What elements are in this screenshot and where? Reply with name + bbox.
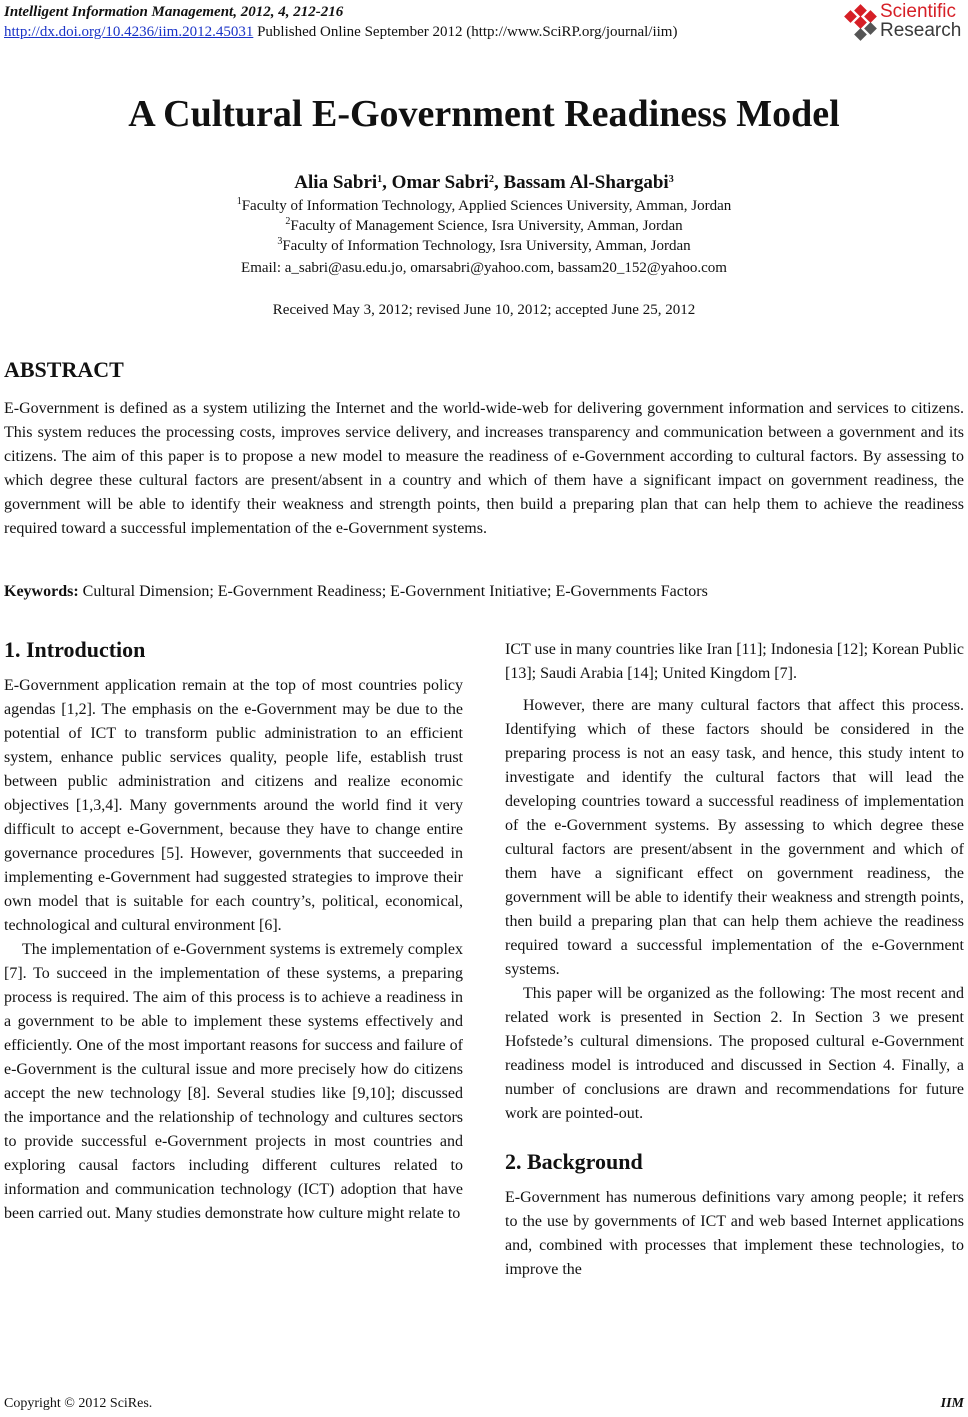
doi-link[interactable]: http://dx.doi.org/10.4236/iim.2012.45031 [4,24,254,40]
author-name: Bassam Al-Shargabi [503,172,669,193]
journal-volume: , 2012, 4, 212-216 [233,4,344,20]
keywords [4,580,964,604]
running-header [4,2,677,42]
paragraph: E-Government has numerous definitions vary among people; it refers to the use by governments of ICT and web based Internet applications and, combined with processes that implement these technologies, to improve the [505,1189,964,1278]
affiliation: $^2$Faculty of Management Science, Isra University, Amman, Jordan [285,216,683,234]
author-sup: 3 [668,174,674,185]
affiliation: $^1$Faculty of Information Technology, Applied Sciences University, Amman, Jordan [236,196,732,214]
page-footer [4,1394,964,1414]
scirp-logo [844,2,966,44]
author-name: Omar Sabri [391,172,489,193]
abstract-text: E-Government is defined as a system utilizing the Internet and the world-wide-web for delivering government information and services to citizens. This system reduces the processing costs, improves service delivery, and increases transparency and communication between a government and its citizens. The aim of this paper is to propose a new model to measure the readiness of e-Government according to cultural factors. By assessing to which degree these cultural factors are present/absent in a country and which of them have a significant impact on government readiness, the government will be able to identify their weakness and strength points, then build a preparing plan that can help them to achieve the readiness required toward a successful implementation of the e-Government systems. [4,400,964,537]
author-list: Alia Sabri$^1$, Omar Sabri$^2$, Bassam Al-Shargabi$^3$ [294,172,674,193]
logo-text-research: Research [880,20,962,41]
section-heading-introduction: 1. Introduction [4,637,146,662]
author-name: Alia Sabri [294,172,378,193]
paragraph: However, there are many cultural factors that affect this process. Identifying which of these factors should be considered in the preparing process is not an easy task, and hence, this study intent to investigate and identify the cultural factors that will lead the developing countries toward a successful readiness of implementation of the e-Government systems. By assessing to which degree these cultural factors are present/absent in the government and which of them have a significant effect on government readiness, the government will be able to identify their weakness and strength points, then build a preparing plan that can help them achieve the readiness required toward a successful implementation of the e-Government systems. [505,697,964,978]
published-online: Published Online September 2012 (http://www.SciRP.org/journal/iim) [253,24,678,40]
keywords-label: Keywords: [4,583,79,600]
affiliation: $^3$Faculty of Information Technology, Isra University, Amman, Jordan [277,236,691,254]
scirp-logo-icon [844,4,878,40]
email-line: Email: a_sabri@asu.edu.jo, omarsabri@yahoo.com, bassam20_152@yahoo.com [241,260,727,276]
section-heading-background: 2. Background [505,1149,643,1174]
paragraph: ICT use in many countries like Iran [11]; Indonesia [12]; Korean Public [13]; Saudi Arabia [14]; United Kingdom [7]. [505,641,964,682]
received-dates: Received May 3, 2012; revised June 10, 2012; accepted June 25, 2012 [272,302,696,318]
left-column [4,636,463,1226]
paragraph: This paper will be organized as the following: The most recent and related work is presented in Section 2. In Section 3 we present Hofstede’s cultural dimensions. The proposed cultural e-Government readiness model is introduced and discussed in Section 4. Finally, a number of conclusions are drawn and recommendations for future work are pointed-out. [505,985,964,1122]
logo-text-scientific: Scientific [880,1,957,22]
journal-name: Intelligent Information Management [4,4,234,20]
author-sup: 1 [377,174,383,185]
author-sup: 2 [488,174,494,185]
copyright: Copyright © 2012 SciRes. [4,1396,153,1411]
keywords-text: Cultural Dimension; E-Government Readiness; E-Government Initiative; E-Governments Factors [78,583,708,600]
paragraph: The implementation of e-Government systems is extremely complex [7]. To succeed in the implementation of these systems, a preparing process is required. The aim of this process is to achieve a readiness in a government to be able to implement these systems effectively and efficiently. One of the most important reasons for success and failure of e-Government is the cultural issue and more precisely how do citizens accept the new technology [8]. Several studies like [9,10]; discussed the importance and the relationship of technology and cultures sectors to provide successful e-Government projects in most countries and exploring causal factors including different cultures related to information and communication technology (ICT) adoption that have been carried out. Many studies demonstrate how culture might relate to [4,941,463,1222]
abstract-heading: ABSTRACT [4,357,124,382]
journal-abbreviation: IIM [940,1396,964,1411]
right-column [505,638,964,1282]
paper-title: A Cultural E-Government Readiness Model [128,93,840,135]
paragraph: E-Government application remain at the top of most countries policy agendas [1,2]. The emphasis on the e-Government may be due to the potential of ICT to transform public administration to an efficient system, enhance public services quality, people life, establish trust between public administration and citizens and realize economic objectives [1,3,4]. Many governments around the world find it very difficult to accept e-Government, because they have to change entire governance procedures [5]. However, governments that succeeded in implementing e-Government had suggested strategies to improve their own model that is suitable for each country’s, political, economical, technological and cultural environment [6]. [4,677,463,934]
